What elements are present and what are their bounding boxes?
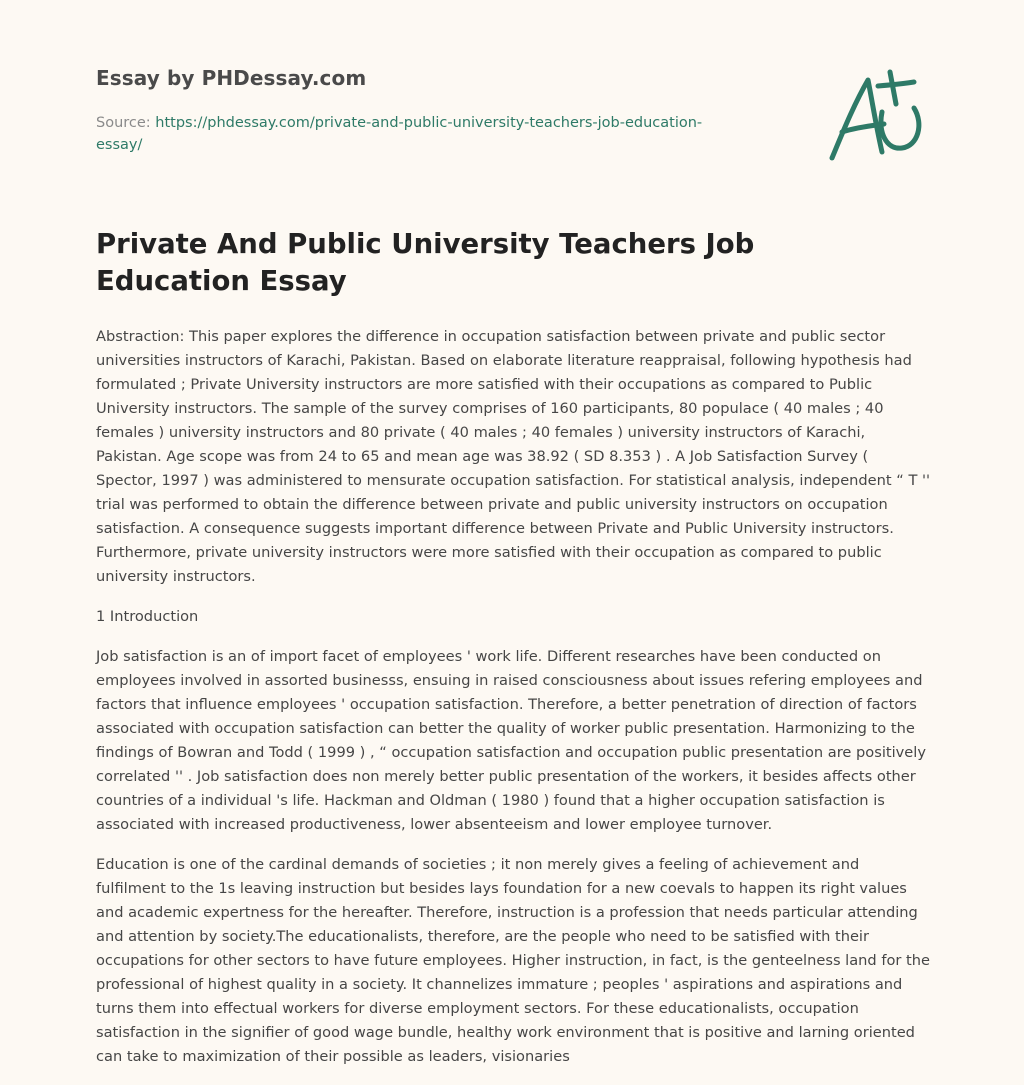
body-paragraph: Education is one of the cardinal demands of societies ; it non merely gives a feeling of achievement and fulfilment to the 1s leaving instruction but besides lays foundation for a new coevals to happen its right values and academic expertness for the hereafter. Therefore, instruction is a profession that needs particular attending and attention by society.The educationalists, therefore, are the people who need to be satisfied with their occupations for other sectors to have future employees. Higher instruction, in fact, is the genteelness land for the professional of highest quality in a society. It channelizes immature ; peoples ' aspirations and aspirations and turns them into effectual workers for diverse employment sectors. For these educationalists, occupation satisfaction in the signifier of good wage bundle, healthy work environment that is positive and larning oriented can take to maximization of their possible as leaders, visionaries xyxy=(96,856,930,1065)
body-paragraph: Job satisfaction is an of import facet of employees ' work life. Different researches have been conducted on employees involved in assorted businesss, ensuing in raised consciousness about issues refering employees and factors that influence employees ' occupation satisfaction. Therefore, a better penetration of direction of factors associated with occupation satisfaction can better the quality of worker public presentation. Harmonizing to the findings of Bowran and Todd ( 1999 ) , “ occupation satisfaction and occupation public presentation are positively correlated '' . Job satisfaction does non merely better public presentation of the workers, it besides affects other countries of a individual 's life. Hackman and Oldman ( 1980 ) found that a higher occupation satisfaction is associated with increased productiveness, lower absenteeism and lower employee turnover. xyxy=(96,648,926,833)
abstract-paragraph: Abstraction: This paper explores the difference in occupation satisfaction between private and public sector universities instructors of Karachi, Pakistan. Based on elaborate literature reappraisal, following hypothesis had formulated ; Private University instructors are more satisfied with their occupations as compared to Public University instructors. The sample of the survey comprises of 160 participants, 80 populace ( 40 males ; 40 females ) university instructors and 80 private ( 40 males ; 40 females ) university instructors of Karachi, Pakistan. Age scope was from 24 to 65 and mean age was 38.92 ( SD 8.353 ) . A Job Satisfaction Survey ( Spector, 1997 ) was administered to mensurate occupation satisfaction. For statistical analysis, independent “ T '' trial was performed to obtain the difference between private and public university instructors on occupation satisfaction. A consequence suggests important difference between Private and Public University instructors. Furthermore, private university instructors were more satisfied with their occupation as compared to public university instructors. xyxy=(96,328,931,585)
essay-body xyxy=(96,325,932,1085)
essay-title: Private And Public University Teachers Job Education Essay xyxy=(96,228,755,297)
source-link[interactable]: https://phdessay.com/private-and-public-university-teachers-job-education-essay/ xyxy=(96,115,703,153)
source-label: Source: xyxy=(96,115,156,131)
site-title: Essay by PHDessay.com xyxy=(96,66,367,90)
a-plus-logo-icon xyxy=(820,66,930,166)
source-line xyxy=(96,112,736,156)
section-heading: 1 Introduction xyxy=(96,608,199,625)
